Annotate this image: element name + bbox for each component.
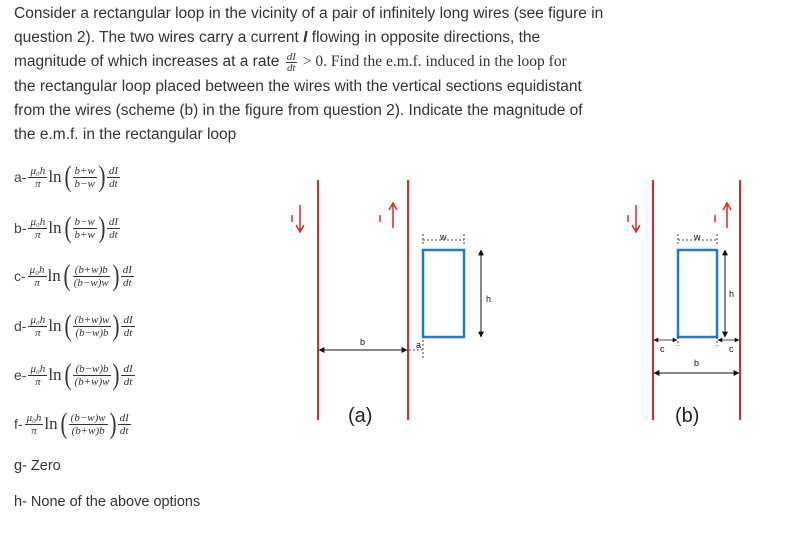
left-paren: ( xyxy=(64,211,72,244)
rate-fraction: $\frac{dI}{dt}$ xyxy=(122,263,132,289)
dim-b-b: b xyxy=(694,358,700,368)
rate-fraction: $\frac{dI}{dt}$ xyxy=(123,362,133,388)
ln-symbol: ln xyxy=(48,365,62,384)
question-line-1: Consider a rectangular loop in the vicinity of a pair of infinitely long wires (see figure in xyxy=(14,5,604,22)
option-a[interactable] xyxy=(14,157,120,197)
coefficient-fraction: $\frac{\text{μ₀h}}{\pi}$ xyxy=(26,411,42,437)
log-argument-fraction: $\frac{(b+w)w}{(b-w)b}$ xyxy=(74,313,110,339)
dim-w-b: w xyxy=(694,232,701,242)
wires-loop-figure xyxy=(270,170,770,440)
option-b[interactable] xyxy=(14,208,120,248)
option-letter: a- xyxy=(14,169,27,185)
rectangular-loop-a xyxy=(423,250,464,337)
question-line-3b: > 0. Find the e.m.f. induced in the loop for xyxy=(298,53,567,71)
option-letter: f- xyxy=(14,416,23,432)
option-h[interactable]: h- None of the above options xyxy=(14,494,201,510)
rate-numerator: dI xyxy=(286,50,296,63)
left-paren: ( xyxy=(60,407,68,440)
option-letter: e- xyxy=(14,367,27,383)
right-paren: ) xyxy=(112,259,120,292)
rate-fraction: $\frac{dI}{dt}$ xyxy=(108,164,118,190)
dim-c-right: c xyxy=(729,344,734,354)
right-paren: ) xyxy=(109,407,117,440)
question-line-3a: magnitude of which increases at a rate xyxy=(14,53,284,71)
left-paren: ( xyxy=(64,358,72,391)
right-paren: ) xyxy=(112,309,120,342)
right-paren: ) xyxy=(98,211,106,244)
question-text xyxy=(14,2,614,147)
dim-c-left: c xyxy=(660,344,665,354)
rate-fraction: $\frac{dI}{dt}$ xyxy=(123,313,133,339)
current-symbol: I xyxy=(303,29,308,47)
coefficient-fraction: $\frac{\text{μ₀h}}{\pi}$ xyxy=(30,215,46,241)
option-c[interactable] xyxy=(14,256,134,296)
option-e[interactable] xyxy=(14,355,135,395)
dim-h-a: h xyxy=(486,294,492,304)
log-argument-fraction: $\frac{(b-w)w}{(b+w)b}$ xyxy=(70,411,106,437)
question-line-5: from the wires (scheme (b) in the figure from question 2). Indicate the magnitude of xyxy=(14,101,583,119)
dim-h-b: h xyxy=(729,289,735,299)
ln-symbol: ln xyxy=(48,316,62,335)
option-f[interactable] xyxy=(14,404,131,444)
coefficient-fraction: $\frac{\text{μ₀h}}{\pi}$ xyxy=(30,362,46,388)
log-argument-fraction: $\frac{(b+w)b}{(b-w)w}$ xyxy=(73,263,109,289)
coefficient-fraction: $\frac{\text{μ₀h}}{\pi}$ xyxy=(29,263,45,289)
option-d[interactable] xyxy=(14,306,135,346)
question-line-2a: question 2). The two wires carry a current xyxy=(14,29,304,47)
ln-symbol: ln xyxy=(48,167,62,186)
scheme-b xyxy=(628,180,740,427)
coefficient-fraction: $\frac{\text{μ₀h}}{\pi}$ xyxy=(30,313,46,339)
rectangular-loop-b xyxy=(678,250,717,337)
question-line-6: the e.m.f. in the rectangular loop xyxy=(14,126,237,144)
coefficient-fraction: $\frac{\text{μ₀h}}{\pi}$ xyxy=(30,164,46,190)
rate-denominator: dt xyxy=(286,61,296,74)
rate-fraction: $\frac{dI}{dt}$ xyxy=(108,215,118,241)
label-b: (b) xyxy=(675,405,700,427)
left-paren: ( xyxy=(64,309,72,342)
option-letter: d- xyxy=(14,318,27,334)
right-paren: ) xyxy=(98,160,106,193)
ln-symbol: ln xyxy=(47,266,61,285)
question-line-2b: flowing in opposite directions, the xyxy=(307,29,541,47)
rate-fraction: $\frac{dI}{dt}$ xyxy=(119,411,129,437)
option-letter: c- xyxy=(14,268,26,284)
left-paren: ( xyxy=(63,259,71,292)
log-argument-fraction: $\frac{(b-w)b}{(b+w)w}$ xyxy=(74,362,110,388)
dim-a-a: a xyxy=(416,340,422,350)
rate-fraction xyxy=(286,52,297,73)
log-argument-fraction: $\frac{b+w}{b-w}$ xyxy=(74,164,95,190)
dim-w-a: w xyxy=(440,232,447,242)
ln-symbol: ln xyxy=(48,218,62,237)
option-g[interactable]: g- Zero xyxy=(14,458,61,474)
log-argument-fraction: $\frac{b-w}{b+w}$ xyxy=(74,215,95,241)
right-paren: ) xyxy=(112,358,120,391)
option-letter: b- xyxy=(14,220,27,236)
ln-symbol: ln xyxy=(44,414,58,433)
label-a: (a) xyxy=(348,405,373,427)
question-line-4: the rectangular loop placed between the wires with the vertical sections equidistant xyxy=(14,77,582,95)
dim-b-a: b xyxy=(360,337,366,347)
left-paren: ( xyxy=(64,160,72,193)
scheme-a xyxy=(292,180,491,427)
